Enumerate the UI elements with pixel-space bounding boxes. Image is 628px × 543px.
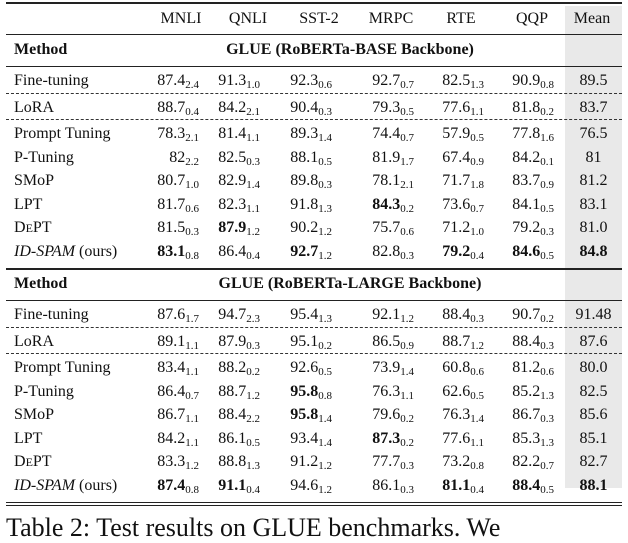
column-header-mean: Mean: [573, 10, 611, 27]
table-cell: $82.5_{1.3}$: [442, 72, 484, 91]
table-cell: $73.9_{1.4}$: [372, 359, 414, 378]
table-cell: $81.4_{1.1}$: [218, 125, 260, 144]
table-cell: $82.5_{0.3}$: [218, 148, 260, 168]
table-cell: $79.2_{0.4}$: [442, 242, 484, 262]
table-cell: $93.4_{1.4}$: [290, 429, 332, 449]
table-cell: $79.6_{0.2}$: [372, 406, 414, 425]
table-cell: $81.7_{0.6}$: [157, 195, 199, 215]
method-name: SMoP: [14, 406, 55, 423]
table-cell: $82.3_{1.1}$: [218, 195, 260, 215]
column-header-rte: RTE: [446, 10, 476, 27]
table-cell: $92.6_{0.5}$: [290, 359, 332, 378]
table-cell: $92.7_{1.2}$: [290, 242, 332, 262]
section-title: GLUE (RoBERTa-LARGE Backbone): [218, 275, 482, 292]
group-separator: [6, 353, 622, 354]
table-cell: $89.1_{1.1}$: [157, 332, 199, 352]
method-header: Method: [14, 41, 68, 58]
table-cell: $82.8_{0.3}$: [372, 242, 414, 262]
table-cell: $81.2_{0.6}$: [512, 359, 554, 378]
table-cell: $77.6_{1.1}$: [442, 429, 484, 449]
method-name: ID-SPAM (ours): [14, 476, 118, 494]
table-cell: $82.9_{1.4}$: [218, 172, 260, 191]
table-cell: $86.5_{0.9}$: [372, 332, 414, 352]
method-name: Fine-tuning: [14, 72, 89, 89]
mean-cell: 85.6: [579, 406, 608, 423]
table-top-rule: [6, 2, 622, 4]
method-header: Method: [14, 275, 68, 292]
table-cell: $77.7_{0.3}$: [372, 453, 414, 472]
table-bottom-rule-2: [6, 505, 622, 506]
table-cell: $95.1_{0.2}$: [290, 332, 332, 352]
table-cell: $81.5_{0.3}$: [157, 219, 199, 238]
table-cell: $94.7_{2.3}$: [218, 306, 260, 325]
method-name: Prompt Tuning: [14, 359, 111, 376]
column-header-qnli: QNLI: [228, 10, 268, 27]
table-cell: $62.6_{0.5}$: [442, 382, 484, 402]
table-cell: $84.2_{1.1}$: [157, 429, 199, 449]
table-cell: $84.3_{0.2}$: [372, 195, 414, 215]
section-divider-rule: [6, 268, 622, 270]
table-cell: $71.2_{1.0}$: [442, 219, 484, 238]
table-cell: $85.3_{1.3}$: [512, 429, 554, 449]
method-name: LoRA: [14, 98, 54, 116]
method-name: Prompt Tuning: [14, 125, 111, 142]
table-cell: $86.7_{0.3}$: [512, 406, 554, 425]
table-cell: $90.4_{0.3}$: [290, 98, 332, 118]
mean-cell: 88.1: [579, 476, 608, 494]
table-caption: Table 2: Test results on GLUE benchmarks. We: [6, 513, 501, 542]
table-cell: $83.1_{0.8}$: [157, 242, 199, 262]
table-cell: $57.9_{0.5}$: [442, 125, 484, 144]
table-cell: $87.4_{0.8}$: [157, 476, 199, 496]
table-cell: $88.7_{1.2}$: [442, 332, 484, 352]
method-name: Fine-tuning: [14, 306, 89, 323]
table-cell: $89.8_{0.3}$: [290, 172, 332, 191]
table-cell: $92.1_{1.2}$: [372, 306, 414, 325]
column-header-sst-2: SST-2: [299, 10, 339, 27]
mean-cell: 87.6: [579, 332, 608, 350]
table-cell: $86.1_{0.5}$: [218, 429, 260, 449]
table-cell: $95.8_{0.8}$: [290, 382, 332, 402]
table-cell: $73.6_{0.7}$: [442, 195, 484, 215]
table-cell: $86.4_{0.7}$: [157, 382, 199, 402]
method-name: DEPT: [14, 219, 52, 236]
table-cell: $84.6_{0.5}$: [512, 242, 554, 262]
table-cell: $81.9_{1.7}$: [372, 148, 414, 168]
table-cell: $75.7_{0.6}$: [372, 219, 414, 238]
table-cell: $86.7_{1.1}$: [157, 406, 199, 425]
table-cell: $84.1_{0.5}$: [512, 195, 554, 215]
table-cell: $95.8_{1.4}$: [290, 406, 332, 425]
table-cell: $82.2_{0.7}$: [512, 453, 554, 472]
table-cell: $86.1_{0.3}$: [372, 476, 414, 496]
table-cell: $88.7_{0.4}$: [157, 98, 199, 118]
method-name: LoRA: [14, 332, 54, 350]
table-cell: $87.9_{1.2}$: [218, 219, 260, 238]
group-separator: [6, 119, 622, 120]
group-separator: [6, 93, 622, 94]
table-cell: $90.2_{1.2}$: [290, 219, 332, 238]
table-cell: $88.4_{0.3}$: [442, 306, 484, 325]
method-name: LPT: [14, 195, 43, 213]
table-cell: $88.4_{2.2}$: [218, 406, 260, 425]
table-cell: $71.7_{1.8}$: [442, 172, 484, 191]
method-name: DEPT: [14, 453, 52, 470]
group-separator: [6, 327, 622, 328]
table-cell: $87.9_{0.3}$: [218, 332, 260, 352]
table-bottom-rule: [6, 502, 622, 503]
table-cell: $85.2_{1.3}$: [512, 382, 554, 402]
table-cell: $87.3_{0.2}$: [372, 429, 414, 449]
table-cell: $79.3_{0.5}$: [372, 98, 414, 118]
table-cell: $81.8_{0.2}$: [512, 98, 554, 118]
table-cell: $88.2_{0.2}$: [218, 359, 260, 378]
table-cell: $67.4_{0.9}$: [442, 148, 484, 168]
table-cell: $74.4_{0.7}$: [372, 125, 414, 144]
mean-cell: 81: [585, 148, 602, 166]
method-name: ID-SPAM (ours): [14, 242, 118, 260]
table-cell: $88.4_{0.5}$: [512, 476, 554, 496]
table-cell: $76.3_{1.1}$: [372, 382, 414, 402]
table-cell: $88.4_{0.3}$: [512, 332, 554, 352]
section-header-rule: [6, 66, 622, 67]
table-cell: $84.2_{2.1}$: [218, 98, 260, 118]
mean-cell: 83.1: [579, 195, 608, 213]
table-cell: $91.2_{1.2}$: [290, 453, 332, 472]
table-cell: $82_{2.2}$: [169, 148, 199, 168]
table-cell: $77.6_{1.1}$: [442, 98, 484, 118]
column-header-qqp: QQP: [515, 10, 548, 27]
table-cell: $92.7_{0.7}$: [372, 72, 414, 91]
mean-cell: 82.7: [579, 453, 608, 470]
table-cell: $88.1_{0.5}$: [290, 148, 332, 168]
table-cell: $91.3_{1.0}$: [218, 72, 260, 91]
table-cell: $81.1_{0.4}$: [442, 476, 484, 496]
table-cell: $78.1_{2.1}$: [372, 172, 414, 191]
table-cell: $84.2_{0.1}$: [512, 148, 554, 168]
method-name: P-Tuning: [14, 148, 74, 166]
column-header-mnli: MNLI: [160, 10, 202, 27]
table-cell: $88.8_{1.3}$: [218, 453, 260, 472]
table-cell: $73.2_{0.8}$: [442, 453, 484, 472]
mean-cell: 84.8: [579, 242, 608, 260]
method-name: LPT: [14, 429, 43, 447]
table-cell: $88.7_{1.2}$: [218, 382, 260, 402]
table-cell: $92.3_{0.6}$: [290, 72, 332, 91]
header-rule: [6, 34, 622, 35]
section-title: GLUE (RoBERTa-BASE Backbone): [226, 41, 474, 58]
table-cell: $76.3_{1.4}$: [442, 406, 484, 425]
mean-cell: 83.7: [579, 98, 608, 116]
mean-cell: 85.1: [579, 429, 608, 447]
table-cell: $79.2_{0.3}$: [512, 219, 554, 238]
mean-cell: 76.5: [579, 125, 608, 142]
table-cell: $90.9_{0.8}$: [512, 72, 554, 91]
method-name: SMoP: [14, 172, 55, 189]
mean-cell: 80.0: [579, 359, 608, 376]
table-cell: $89.3_{1.4}$: [290, 125, 332, 144]
table-cell: $80.7_{1.0}$: [157, 172, 199, 191]
mean-cell: 81.0: [579, 219, 608, 236]
method-name: P-Tuning: [14, 382, 74, 400]
mean-cell: 89.5: [579, 72, 608, 89]
table-cell: $95.4_{1.3}$: [290, 306, 332, 325]
column-header-mrpc: MRPC: [368, 10, 414, 27]
table-cell: $60.8_{0.6}$: [442, 359, 484, 378]
table-cell: $83.4_{1.1}$: [157, 359, 199, 378]
table-cell: $87.6_{1.7}$: [157, 306, 199, 325]
mean-cell: 82.5: [579, 382, 608, 400]
table-cell: $86.4_{0.4}$: [218, 242, 260, 262]
table-cell: $90.7_{0.2}$: [512, 306, 554, 325]
table-cell: $83.3_{1.2}$: [157, 453, 199, 472]
table-cell: $78.3_{2.1}$: [157, 125, 199, 144]
section-header-rule: [6, 300, 622, 301]
table-cell: $77.8_{1.6}$: [512, 125, 554, 144]
table-cell: $91.1_{0.4}$: [218, 476, 260, 496]
mean-cell: 91.48: [575, 306, 612, 323]
table-cell: $83.7_{0.9}$: [512, 172, 554, 191]
table-cell: $87.4_{2.4}$: [157, 72, 199, 91]
table-cell: $94.6_{1.2}$: [290, 476, 332, 496]
table-cell: $91.8_{1.3}$: [290, 195, 332, 215]
mean-cell: 81.2: [579, 172, 608, 189]
